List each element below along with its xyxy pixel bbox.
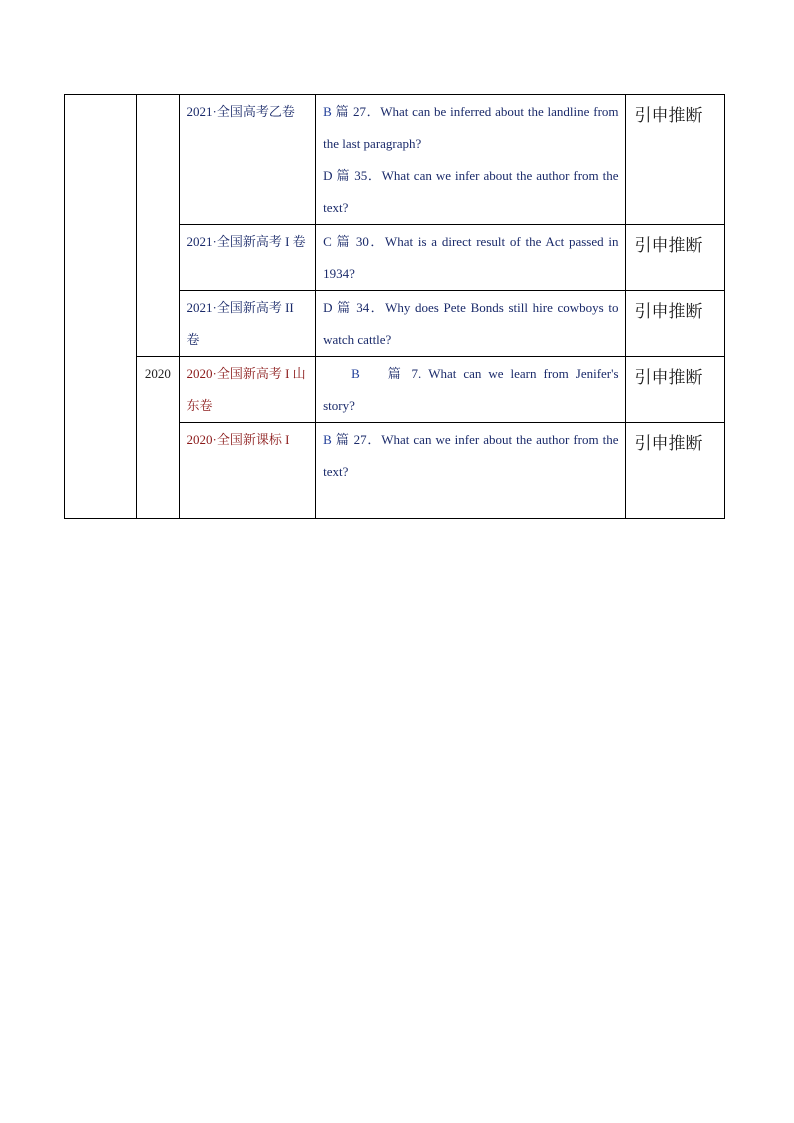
- question-cell: [316, 423, 625, 519]
- answer-text: 引申推断: [634, 302, 703, 322]
- question-label: C: [323, 234, 332, 249]
- question-text: B 篇 7. What can we learn from Jenifer's: [351, 366, 619, 381]
- answer-text: 引申推断: [634, 106, 703, 126]
- question-label: D: [323, 300, 333, 315]
- source-text: 2021·全国高考乙卷: [186, 104, 295, 119]
- answer-text: 引申推断: [634, 368, 703, 388]
- question-label: D: [323, 168, 333, 183]
- source-cell: [179, 423, 316, 519]
- source-text: 2021·全国新高考 II 卷: [186, 300, 294, 347]
- question-text: C 篇 30．What is a direct result of the Act passed in 1934?: [323, 234, 619, 281]
- category-cell: [65, 95, 137, 519]
- answer-cell: [625, 225, 724, 291]
- year-cell-2021: [137, 95, 179, 357]
- exam-table: [64, 94, 725, 519]
- source-cell: [179, 291, 316, 357]
- answer-cell: [625, 357, 724, 423]
- question-cell: [316, 291, 625, 357]
- table-row: [65, 95, 725, 225]
- question-label: B: [323, 432, 332, 447]
- answer-cell: [625, 291, 724, 357]
- question-label: B: [351, 366, 360, 381]
- question-cell: [316, 95, 625, 225]
- question-cell: [316, 357, 625, 423]
- question-text: B 篇 27．What can be inferred about the landline from the last paragraph?: [323, 104, 619, 151]
- answer-text: 引申推断: [634, 434, 703, 454]
- source-text: 2020·全国新高考 I 山东卷: [186, 366, 306, 413]
- question-text: D 篇 34．Why does Pete Bonds still hire cowboys to watch cattle?: [323, 300, 619, 347]
- source-cell: [179, 357, 316, 423]
- source-text: 2021·全国新高考 I 卷: [186, 234, 306, 249]
- question-cell: [316, 225, 625, 291]
- source-cell: [179, 95, 316, 225]
- table-row: [65, 357, 725, 423]
- question-text: B 篇 27．What can we infer about the author from the text?: [323, 432, 619, 479]
- year-text: 2020: [144, 366, 171, 381]
- question-label: B: [323, 104, 332, 119]
- question-text-line2: story?: [323, 398, 355, 413]
- answer-text: 引申推断: [634, 236, 703, 256]
- source-cell: [179, 225, 316, 291]
- source-text: 2020·全国新课标 I: [186, 432, 290, 447]
- year-cell-2020: [137, 357, 179, 519]
- answer-cell: [625, 423, 724, 519]
- question-text: D 篇 35．What can we infer about the author from the text?: [323, 168, 619, 215]
- answer-cell: [625, 95, 724, 225]
